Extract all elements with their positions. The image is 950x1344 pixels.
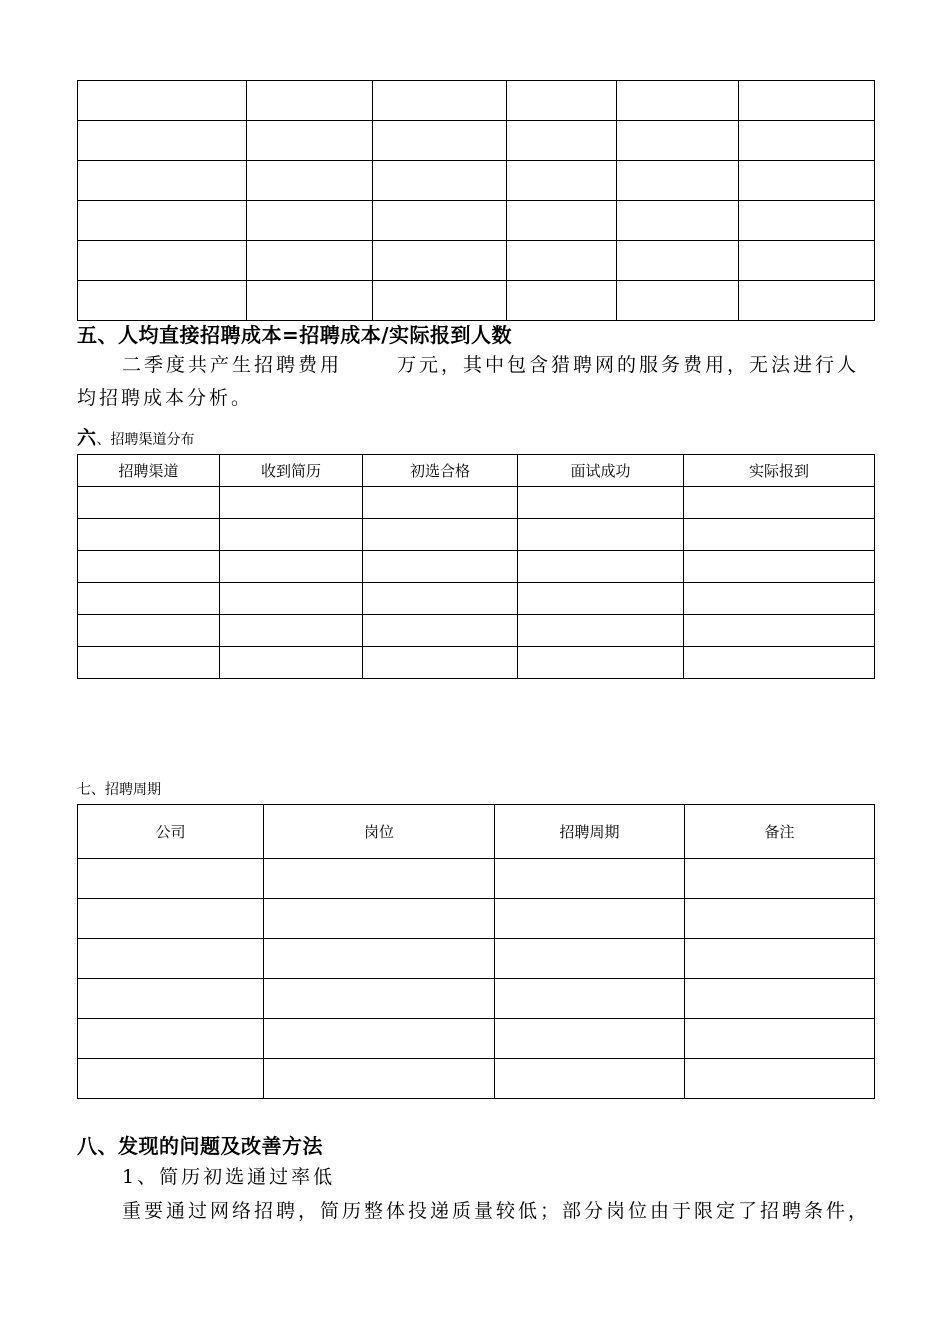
section6-heading-text: 、招聘渠道分布 — [96, 432, 195, 448]
table-cell — [78, 241, 247, 281]
table-cell — [507, 281, 617, 321]
table-cell — [507, 201, 617, 241]
table-cell — [78, 859, 264, 899]
table-cell — [373, 201, 507, 241]
table-cell — [739, 121, 875, 161]
table-cell — [617, 281, 739, 321]
section6-heading — [77, 423, 195, 450]
table-cell — [78, 121, 247, 161]
col-header: 公司 — [78, 805, 264, 859]
table-cell — [247, 81, 373, 121]
table-cell — [78, 1059, 264, 1099]
table-cell — [78, 647, 220, 679]
col-header: 收到简历 — [220, 455, 363, 487]
table-cell — [78, 939, 264, 979]
table-cell — [495, 1019, 685, 1059]
section5-para-line1b: 万元，其中包含猎聘网的服务费用，无法进行人 — [397, 354, 860, 376]
table-cell — [684, 647, 875, 679]
table-cell — [739, 81, 875, 121]
table-cell — [373, 161, 507, 201]
table-cell — [495, 939, 685, 979]
col-header: 备注 — [685, 805, 875, 859]
table-cell — [220, 583, 363, 615]
table-cell — [264, 1019, 495, 1059]
table-cell — [617, 81, 739, 121]
table-cell — [685, 859, 875, 899]
table-cell — [78, 979, 264, 1019]
table-cell — [373, 281, 507, 321]
channel-table — [77, 454, 875, 679]
table-cell — [507, 81, 617, 121]
section5-para-line2: 均招聘成本分析。 — [77, 387, 254, 409]
table-cell — [495, 979, 685, 1019]
table-cell — [78, 551, 220, 583]
table-cell — [363, 583, 518, 615]
table-cell — [684, 487, 875, 519]
table-cell — [264, 979, 495, 1019]
table-cell — [617, 201, 739, 241]
table-cell — [78, 487, 220, 519]
table-cell — [739, 161, 875, 201]
section8-item1: 1、简历初选通过率低 — [122, 1166, 336, 1188]
table-cell — [78, 281, 247, 321]
table-cell — [78, 583, 220, 615]
table-cell — [78, 81, 247, 121]
table-cell — [518, 583, 684, 615]
section5-heading: 五、人均直接招聘成本=招聘成本/实际报到人数 — [77, 323, 513, 347]
table-cell — [247, 201, 373, 241]
table-cell — [507, 241, 617, 281]
table-cell — [363, 487, 518, 519]
table-cell — [264, 939, 495, 979]
col-header: 招聘周期 — [495, 805, 685, 859]
table-cell — [78, 615, 220, 647]
table-cell — [264, 1059, 495, 1099]
table-cell — [507, 161, 617, 201]
table-cell — [495, 899, 685, 939]
table-cell — [373, 81, 507, 121]
table-cell — [518, 487, 684, 519]
table-cell — [684, 519, 875, 551]
table-cell — [684, 583, 875, 615]
table-cell — [78, 519, 220, 551]
table-cell — [617, 121, 739, 161]
table-cell — [739, 241, 875, 281]
table-cell — [264, 899, 495, 939]
table-cell — [685, 899, 875, 939]
section6-heading-num: 六 — [77, 427, 97, 449]
table-cell — [617, 161, 739, 201]
cycle-table — [77, 804, 875, 1099]
table-cell — [363, 519, 518, 551]
table-cell — [247, 241, 373, 281]
table-cell — [363, 615, 518, 647]
table-cell — [684, 615, 875, 647]
table-cell — [78, 899, 264, 939]
table-cell — [363, 551, 518, 583]
table-cell — [518, 647, 684, 679]
col-header: 招聘渠道 — [78, 455, 220, 487]
table-cell — [518, 551, 684, 583]
section7-heading: 七、招聘周期 — [77, 782, 161, 798]
table-cell — [264, 859, 495, 899]
table-cell — [685, 979, 875, 1019]
table-cell — [78, 161, 247, 201]
table-cell — [363, 647, 518, 679]
table-cell — [685, 1019, 875, 1059]
table-cell — [739, 201, 875, 241]
table-cell — [518, 615, 684, 647]
table-cell — [247, 281, 373, 321]
table-cell — [220, 551, 363, 583]
table-cell — [220, 487, 363, 519]
table-cell — [685, 1059, 875, 1099]
section8-heading: 八、发现的问题及改善方法 — [77, 1134, 323, 1158]
top-table — [77, 80, 875, 321]
table-cell — [685, 939, 875, 979]
col-header: 面试成功 — [518, 455, 684, 487]
table-cell — [495, 859, 685, 899]
table-cell — [507, 121, 617, 161]
table-cell — [684, 551, 875, 583]
table-cell — [373, 121, 507, 161]
section5-para-line1a: 二季度共产生招聘费用 — [122, 354, 343, 376]
col-header: 岗位 — [264, 805, 495, 859]
col-header: 初选合格 — [363, 455, 518, 487]
table-cell — [220, 647, 363, 679]
table-cell — [739, 281, 875, 321]
col-header: 实际报到 — [684, 455, 875, 487]
table-cell — [247, 121, 373, 161]
table-cell — [373, 241, 507, 281]
table-cell — [617, 241, 739, 281]
table-cell — [78, 1019, 264, 1059]
section8-para1: 重要通过网络招聘，简历整体投递质量较低；部分岗位由于限定了招聘条件， — [122, 1200, 871, 1222]
table-cell — [495, 1059, 685, 1099]
table-cell — [78, 201, 247, 241]
table-cell — [518, 519, 684, 551]
table-cell — [220, 615, 363, 647]
table-cell — [220, 519, 363, 551]
table-cell — [247, 161, 373, 201]
